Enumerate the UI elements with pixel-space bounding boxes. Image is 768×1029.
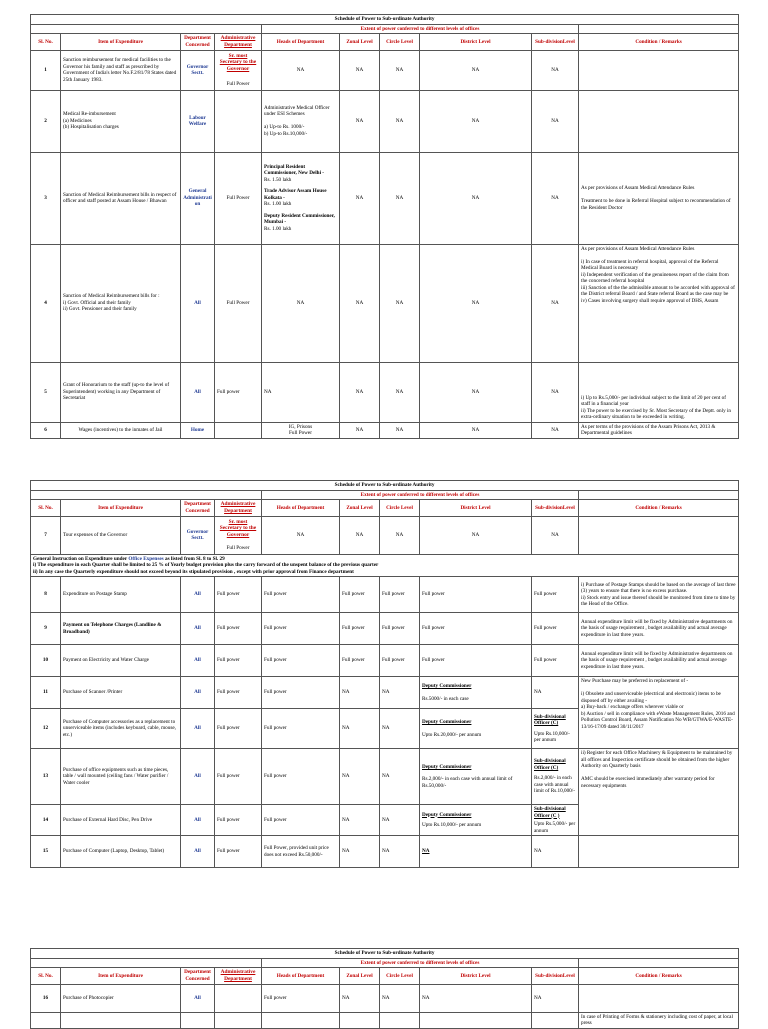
row-item: Wages (incentives) to the inmates of Jail — [61, 422, 181, 438]
table-row — [31, 1012, 739, 1028]
row-hod: Full power — [262, 805, 340, 836]
row-hod: NA — [262, 50, 340, 90]
col-circle: Circle Level — [380, 500, 420, 517]
row-dept: Labour Welfare — [181, 90, 215, 152]
row-item: Purchase of Photocopier — [61, 984, 181, 1012]
row-remarks: As per terms of the provisions of the Assam Prisons Act, 2013 & Departmental guidelines — [579, 422, 739, 438]
row-district: NA — [420, 422, 532, 438]
row-circle: NA — [380, 244, 420, 362]
row-district: NA — [420, 984, 532, 1012]
row-circle: NA — [380, 836, 420, 868]
row-subdiv: Full power — [532, 613, 579, 645]
table-subtitle: Extent of power conferred to different levels of offices — [262, 958, 579, 968]
row-remarks: Annual expenditure limit will be fixed by Administrative departments on the basis of usage requirement , budget availability and actual average expenditure in last three years. — [579, 613, 739, 645]
row-circle: NA — [380, 984, 420, 1012]
row-hod — [262, 152, 340, 244]
table-row — [31, 90, 739, 152]
row-hod: Full Power, provided unit price does not exceed Rs.50,000/- — [262, 836, 340, 868]
col-remarks: Condition / Remarks — [579, 968, 739, 985]
col-remarks: Condition / Remarks — [579, 34, 739, 51]
row-district — [420, 709, 532, 749]
row-subdiv — [532, 749, 579, 805]
subdiv-officer: Sub-divisional Officer (C) — [534, 713, 566, 726]
district-officer: Deputy Commissioner — [422, 763, 472, 770]
district-limit: Rs.5000/- in each case — [422, 695, 469, 702]
row-district: Full power — [420, 645, 532, 677]
row-dept: All — [181, 749, 215, 805]
row-remarks: i) Up to Rs.5,000/- per individual subject to the limit of 20 per cent of staff in a financial year ii) The power to be exercised by Sr. Most Secretary of the Deptt. only in extra-ordinary situation to be exceeded in writing. — [579, 362, 739, 422]
row-hod: Full power — [262, 984, 340, 1012]
row-zonal: NA — [340, 244, 380, 362]
row-district: NA — [420, 362, 532, 422]
row-admin — [215, 50, 262, 90]
row-district: NA — [420, 50, 532, 90]
table-title: Schedule of Power to Sub-ordinate Authority — [31, 481, 739, 491]
row-zonal: NA — [340, 152, 380, 244]
subdiv-officer: Sub-divisional Officer (C ) — [534, 806, 566, 819]
admin-sr-secretary: Sr. most Secretary to the Governor — [219, 518, 257, 539]
subdiv-officer: Sub-divisional Officer (C) — [534, 758, 566, 771]
row-remarks: In case of Printing of Forms & stationery including cost of paper, at local press — [579, 1012, 739, 1028]
row-circle: NA — [380, 422, 420, 438]
row-item: Sanction of Medical Reimbursement bills for : i) Govt. Official and their family ii) Govt. Pensioner and their family — [61, 244, 181, 362]
row-circle: Full power — [380, 613, 420, 645]
row-dept: General Administration — [181, 152, 215, 244]
col-sl: Sl. No. — [31, 34, 61, 51]
row-item: Tour expenses of the Governor — [61, 516, 181, 554]
row-hod: IG, Prisons Full Power — [262, 422, 340, 438]
row-subdiv: NA — [532, 152, 579, 244]
hod-officer-1: Principal Resident Commissioner, New Delhi - — [264, 163, 325, 177]
row-sl: 11 — [31, 677, 61, 709]
row-sl: 16 — [31, 984, 61, 1012]
row-zonal: Full power — [340, 577, 380, 613]
row-sl: 4 — [31, 244, 61, 362]
table-row — [31, 152, 739, 244]
table-row — [31, 613, 739, 645]
district-limit: Upto Rs.20,000/- per annum — [422, 731, 482, 738]
row-circle: NA — [380, 516, 420, 554]
table-row — [31, 836, 739, 868]
row-district — [420, 749, 532, 805]
table-title: Schedule of Power to Sub-ordinate Authority — [31, 949, 739, 959]
row-circle: NA — [380, 805, 420, 836]
row-sl: 14 — [31, 805, 61, 836]
row-dept: All — [181, 577, 215, 613]
gi-line-2: ii) In any case the Quarterly expenditure should not exceed beyond its stipulated provision , except with prior approval from Finance department — [33, 568, 354, 575]
row-admin: Full power — [215, 677, 262, 709]
col-item: Item of Expenditure — [61, 968, 181, 985]
row-subdiv: NA — [532, 362, 579, 422]
row-dept: All — [181, 613, 215, 645]
row-admin: Full power — [215, 362, 262, 422]
row-sl: 2 — [31, 90, 61, 152]
table-row — [31, 244, 739, 362]
general-instruction — [31, 554, 739, 577]
row-item: Purchase of Computer accessories as a replacement to unserviceable items (includes keyboard, cable, mouse, etc.) — [61, 709, 181, 749]
district-limit: Rs.2,000/- in each case with annual limit of Rs.50,000/- — [422, 776, 513, 789]
table-row — [31, 516, 739, 554]
col-zonal: Zonal Level — [340, 500, 380, 517]
row-district: NA — [420, 516, 532, 554]
district-officer: Deputy Commissioner — [422, 811, 472, 818]
row-district: NA — [420, 152, 532, 244]
row-admin: Full power — [215, 836, 262, 868]
row-sl: 5 — [31, 362, 61, 422]
row-dept: Governor Sectt. — [181, 50, 215, 90]
row-zonal: NA — [340, 362, 380, 422]
row-subdiv — [532, 805, 579, 836]
row-remarks: i) Purchase of Postage Stamps should be based on the average of last three (3) years to ensure that there is no excess purchase. ii) Stock entry and issue thereof should be monitored from time to time by the Head of the Office. — [579, 577, 739, 613]
row-sl: 15 — [31, 836, 61, 868]
row-subdiv: NA — [532, 244, 579, 362]
row-sl: 10 — [31, 645, 61, 677]
row-hod: NA — [262, 516, 340, 554]
subdiv-limit: Upto Rs.5,000/- per annum — [534, 821, 576, 834]
row-sl: 8 — [31, 577, 61, 613]
col-hod: Heads of Department — [262, 500, 340, 517]
table-row — [31, 677, 739, 709]
row-zonal: NA — [340, 984, 380, 1012]
col-item: Item of Expenditure — [61, 34, 181, 51]
row-sl: 13 — [31, 749, 61, 805]
col-hod: Heads of Department — [262, 968, 340, 985]
row-hod: Full power — [262, 577, 340, 613]
col-admin: Administrative Department — [215, 34, 262, 51]
row-zonal: Full power — [340, 645, 380, 677]
row-hod: NA — [262, 362, 340, 422]
row-dept: All — [181, 805, 215, 836]
row-hod: Administrative Medical Officer under ESI Schemes a) Up-to Rs. 1000/- b) Up-to Rs.10,000/- — [262, 90, 340, 152]
row-admin — [215, 516, 262, 554]
table-row — [31, 577, 739, 613]
col-subdiv: Sub-divisionLevel — [532, 500, 579, 517]
col-dept: Department Concerned — [181, 968, 215, 985]
hod-limit-2: Rs. 1.00 lakh — [264, 201, 292, 208]
row-subdiv: NA — [532, 516, 579, 554]
row-hod: Full power — [262, 749, 340, 805]
district-officer: Deputy Commissioner — [422, 683, 472, 689]
row-district — [420, 677, 532, 709]
row-sl: 9 — [31, 613, 61, 645]
row-dept: All — [181, 362, 215, 422]
hod-officer-2: Trade Advisor Assam House Kolkata - — [264, 188, 327, 201]
col-zonal: Zonal Level — [340, 34, 380, 51]
row-hod: Full power — [262, 613, 340, 645]
row-item: Grant of Honorarium to the staff (up-to the level of Superintendent) working in any Department of Secretariat — [61, 362, 181, 422]
district-limit: Upto Rs.10,000/- per annum — [422, 822, 482, 828]
row-zonal: NA — [340, 90, 380, 152]
row-district: NA — [420, 244, 532, 362]
row-circle: Full power — [380, 577, 420, 613]
row-item: Sanction of Medical Reimbursement bills in respect of officer and staff posted at Assam House / Bhawan — [61, 152, 181, 244]
row-zonal: NA — [340, 749, 380, 805]
row-dept: All — [181, 244, 215, 362]
col-subdiv: Sub-divisionLevel — [532, 34, 579, 51]
row-subdiv: Full power — [532, 577, 579, 613]
row-item: Payment on Electricity and Water Charge — [61, 645, 181, 677]
row-dept: Governor Sectt. — [181, 516, 215, 554]
row-remarks — [579, 90, 739, 152]
row-circle: NA — [380, 677, 420, 709]
table-row — [31, 749, 739, 805]
row-subdiv: NA — [532, 90, 579, 152]
district-officer: Deputy Commissioner — [422, 719, 472, 725]
table-row — [31, 422, 739, 438]
row-admin: Full Power — [215, 244, 262, 362]
col-district: District Level — [420, 34, 532, 51]
row-dept: All — [181, 645, 215, 677]
admin-full-power: Full Power — [226, 80, 250, 87]
hod-officer-3: Deputy Resident Commissioner, Mumbai - — [264, 212, 335, 226]
col-item: Item of Expenditure — [61, 500, 181, 517]
row-district: NA — [420, 836, 532, 868]
row-admin: Full power — [215, 613, 262, 645]
gi-heading: General Instruction on Expenditure under Office Expenses as listed from Sl. 8 to Sl. 29 — [33, 555, 225, 562]
row-remarks — [579, 50, 739, 90]
row-dept: All — [181, 709, 215, 749]
table-row — [31, 50, 739, 90]
row-dept: All — [181, 984, 215, 1012]
row-zonal: NA — [340, 50, 380, 90]
row-item: Medical Re-imbursement (a) Medicines (b) Hospitalisation charges — [61, 90, 181, 152]
col-admin: Administrative Department — [215, 968, 262, 985]
row-subdiv: Full power — [532, 645, 579, 677]
admin-sr-secretary: Sr. most Secretary to the Governor — [219, 52, 257, 73]
row-admin — [215, 984, 262, 1012]
row-zonal: NA — [340, 422, 380, 438]
row-dept: Home — [181, 422, 215, 438]
row-remarks: As per provisions of Assam Medical Attendance Rules Treatment to be done in Referral Hospital subject to recommendation of the Resident Doctor — [579, 152, 739, 244]
row-item: Expenditure on Postage Stamp — [61, 577, 181, 613]
row-zonal: NA — [340, 516, 380, 554]
table-subtitle: Extent of power conferred to different levels of offices — [262, 24, 579, 34]
row-item: Purchase of office equipments such as time pieces, table / wall mounted (ceiling fans / Water purifier / Water cooler — [61, 749, 181, 805]
row-admin: Full power — [215, 749, 262, 805]
row-remarks: New Purchase may be preferred in replacement of - i) Obsolete and unserviceable (electrical and electronic) items to be disposed off by either availing - a) Buy-back / exchange offers wherever viable or b) Auction / sell in compliance with eWaste Management Rules, 2016 and Pollution Control Board, Assam Notification No WB/GTWA/E-WASTE-13/16-17/09 dated 30/11/2017 — [579, 677, 739, 749]
row-circle: Full power — [380, 645, 420, 677]
row-subdiv: NA — [532, 836, 579, 868]
col-zonal: Zonal Level — [340, 968, 380, 985]
row-sl: 3 — [31, 152, 61, 244]
row-district: Full power — [420, 577, 532, 613]
row-hod: Full power — [262, 677, 340, 709]
col-circle: Circle Level — [380, 968, 420, 985]
col-sl: Sl. No. — [31, 500, 61, 517]
hod-limit-3: Rs. 1.00 lakh — [264, 225, 292, 232]
gi-line-1: i) The expenditure in each Quarter shall be limited to 25 % of Yearly budget provision plus the carry forward of the unspent balance of the previous quarter — [33, 562, 379, 568]
row-zonal: NA — [340, 836, 380, 868]
row-circle: NA — [380, 749, 420, 805]
schedule-table-page-2 — [30, 480, 739, 868]
row-admin: Full power — [215, 577, 262, 613]
row-admin: Full power — [215, 645, 262, 677]
col-subdiv: Sub-divisionLevel — [532, 968, 579, 985]
row-remarks — [579, 984, 739, 1012]
col-hod: Heads of Department — [262, 34, 340, 51]
row-circle: NA — [380, 152, 420, 244]
row-admin — [215, 90, 262, 152]
schedule-table-page-1 — [30, 14, 739, 439]
row-sl: 1 — [31, 50, 61, 90]
col-district: District Level — [420, 968, 532, 985]
row-sl: 6 — [31, 422, 61, 438]
row-subdiv: NA — [532, 677, 579, 709]
table-row — [31, 984, 739, 1012]
row-remarks — [579, 836, 739, 868]
subdiv-limit: Rs.2,000/- in each case with annual limit of Rs.10,000/- — [534, 775, 575, 795]
row-subdiv: NA — [532, 422, 579, 438]
row-zonal: NA — [340, 677, 380, 709]
row-zonal: Full power — [340, 613, 380, 645]
row-subdiv: NA — [532, 984, 579, 1012]
admin-full-power: Full Power — [226, 544, 250, 551]
row-admin: Full Power — [215, 152, 262, 244]
row-sl: 12 — [31, 709, 61, 749]
schedule-table-page-3 — [30, 948, 739, 1029]
row-dept: All — [181, 677, 215, 709]
row-hod: Full power — [262, 709, 340, 749]
col-sl: Sl. No. — [31, 968, 61, 985]
col-admin: Administrative Department — [215, 500, 262, 517]
row-district: NA — [420, 90, 532, 152]
table-row — [31, 645, 739, 677]
col-dept: Department Concerned — [181, 500, 215, 517]
row-admin: Full power — [215, 805, 262, 836]
row-hod: Full power — [262, 645, 340, 677]
row-circle: NA — [380, 709, 420, 749]
row-zonal: NA — [340, 709, 380, 749]
row-remarks: As per provisions of Assam Medical Attendance Rules i) In case of treatment in referral hospital, approval of the Referral Medical Board is necessary ii) Independent verification of the genuineness report of the claim from the concerned referral hospital iii) Sanction of the the admissible amount to be accorded with approval of the District referral Board / and State referral Board as the case may be iv) Cases involving surgery shall require approval of DHS, Assam — [579, 244, 739, 362]
col-dept: Department Concerned — [181, 34, 215, 51]
table-title: Schedule of Power to Sub-ordinate Authority — [31, 15, 739, 25]
row-item: Purchase of External Hard Disc, Pen Drive — [61, 805, 181, 836]
table-subtitle: Extent of power conferred to different levels of offices — [262, 490, 579, 500]
row-district: Full power — [420, 613, 532, 645]
row-remarks — [579, 516, 739, 554]
row-admin — [215, 422, 262, 438]
row-remarks: ii) Register for each Office Machinery & Equipment to be maintained by all offices and Inspection certificate should be obtained from the higher Authority on Quarterly basis AMC should be exercised immediately after warranty period for necessary equipments — [579, 749, 739, 836]
row-item: Purchase of Scanner /Printer — [61, 677, 181, 709]
table-row — [31, 362, 739, 422]
subdiv-limit: Upto Rs.10,000/- per annum — [534, 730, 570, 743]
col-remarks: Condition / Remarks — [579, 500, 739, 517]
row-sl: 7 — [31, 516, 61, 554]
hod-limit-1: Rs. 1.50 lakh — [264, 176, 292, 183]
row-subdiv: NA — [532, 50, 579, 90]
row-item: Purchase of Computer (Laptop, Desktop, Tablet) — [61, 836, 181, 868]
row-item: Payment on Telephone Charges (Landline & Broadband) — [61, 613, 181, 645]
row-subdiv — [532, 709, 579, 749]
row-circle: NA — [380, 50, 420, 90]
col-circle: Circle Level — [380, 34, 420, 51]
row-item: Sanction reimbursement for medical facilities to the Governor his family and staff as prescribed by Government of India's letter No.F.2/81/78 States dated 25th January 1983. — [61, 50, 181, 90]
row-remarks: Annual expenditure limit will be fixed by Administrative departments on the basis of usage requirement , budget availability and actual average expenditure in last three years. — [579, 645, 739, 677]
col-district: District Level — [420, 500, 532, 517]
row-district — [420, 805, 532, 836]
row-circle: NA — [380, 362, 420, 422]
row-zonal: NA — [340, 805, 380, 836]
row-dept: All — [181, 836, 215, 868]
row-hod: NA — [262, 244, 340, 362]
row-circle: NA — [380, 90, 420, 152]
row-admin: Full power — [215, 709, 262, 749]
